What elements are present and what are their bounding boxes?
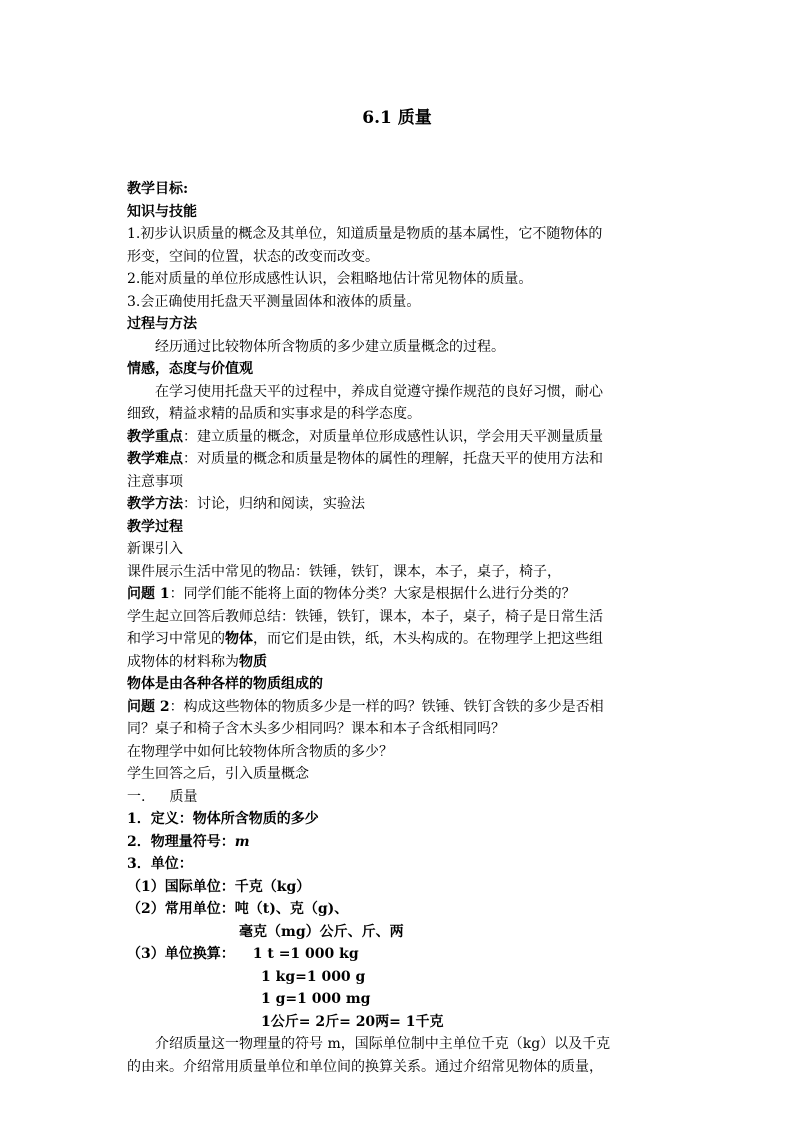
definition: 1．定义：物体所含物质的多少 (127, 811, 319, 827)
question-2-text: ：构成这些物体的物质多少是一样的吗？铁锤、铁钉含铁的多少是否相 (169, 698, 604, 715)
symbol-label: 2．物理量符号： (127, 833, 235, 850)
common-units: （2）常用单位：吨（t)、克（g)、 (127, 901, 349, 917)
emotion-heading: 情感，态度与价值观 (127, 361, 253, 377)
unit-heading: 3．单位： (127, 856, 193, 872)
knowledge-item-2: 2.能对质量的单位形成感性认识，会粗略地估计常见物体的质量。 (127, 271, 533, 287)
key-label: 教学重点 (127, 428, 183, 445)
final-paragraph-cont: 的由来。介绍常用质量单位和单位间的换算关系。通过介绍常见物体的质量， (127, 1058, 603, 1075)
method-label: 教学方法 (127, 496, 183, 512)
question-1-label: 问题 1 (127, 586, 170, 602)
difficulties (127, 448, 672, 471)
question-2 (127, 696, 672, 719)
key-text: ：建立质量的概念，对质量单位形成感性认识，学会用天平测量质量 (183, 428, 603, 445)
knowledge-item-3: 3.会正确使用托盘天平测量固体和液体的质量。 (127, 293, 421, 310)
summary-bold-matter: 物质 (239, 653, 267, 670)
answer-text: 学生回答之后，引入质量概念 (127, 766, 309, 782)
difficulty-label: 教学难点 (127, 451, 183, 467)
goals-heading: 教学目标: (127, 181, 189, 197)
intro-text: 新课引入 (127, 541, 183, 557)
common-units-cont: 毫克（mg）公斤、斤、两 (239, 923, 404, 940)
lesson-body (127, 178, 672, 1078)
conversion-row-1 (127, 943, 672, 966)
compare-question: 在物理学中如何比较物体所含物质的多少？ (127, 743, 393, 760)
emotion-text-cont: 细致，精益求精的品质和实事求是的科学态度。 (127, 406, 421, 422)
conversion-ton: 1 t =1 000 kg (252, 946, 359, 962)
final-paragraph: 介绍质量这一物理量的符号 m，国际单位制中主单位千克（kg）以及千克 (155, 1036, 611, 1052)
summary-bold-object: 物体 (225, 631, 253, 647)
symbol-line (127, 831, 672, 854)
summary-line-2 (127, 628, 672, 651)
key-points (127, 426, 672, 449)
question-2-label: 问题 2 (127, 698, 170, 715)
conversion-kg: 1 kg=1 000 g (261, 968, 366, 985)
process-heading: 过程与方法 (127, 316, 197, 332)
procedure-heading: 教学过程 (127, 518, 183, 535)
summary-text: 和学习中常见的 (127, 631, 225, 647)
si-unit: （1）国际单位：千克（kg） (127, 878, 311, 895)
emotion-text: 在学习使用托盘天平的过程中，养成自觉遵守操作规范的良好习惯，耐心 (155, 383, 603, 400)
knowledge-item-1-cont: 形变，空间的位置，状态的改变而改变。 (127, 248, 379, 265)
question-1 (127, 583, 672, 606)
difficulty-text: ：对质量的概念和质量是物体的属性的理解，托盘天平的使用方法和 (183, 451, 603, 467)
summary-line-1: 学生起立回答后教师总结：铁锤，铁钉，课本，本子，桌子，椅子是日常生活 (127, 608, 603, 625)
conversion-label: （3）单位换算： (127, 946, 235, 962)
summary-line-3 (127, 651, 672, 674)
section-heading (127, 786, 672, 809)
summary-text: ，而它们是由铁，纸，木头构成的。在物理学上把这些组 (253, 631, 603, 647)
teaching-methods (127, 493, 672, 516)
question-2-cont: 同？桌子和椅子含木头多少相同吗？课本和本子含纸相同吗？ (127, 721, 505, 737)
symbol-m: m (234, 833, 250, 850)
composed-statement: 物体是由各种各样的物质组成的 (127, 676, 323, 692)
page-title: 6.1 质量 (362, 108, 432, 128)
summary-text: 成物体的材料称为 (127, 653, 239, 670)
process-text: 经历通过比较物体所含物质的多少建立质量概念的过程。 (155, 338, 505, 355)
section-title: 质量 (169, 788, 198, 805)
section-number: 一. (127, 788, 146, 805)
conversion-jin: 1公斤= 2斤= 20两= 1千克 (261, 1013, 444, 1030)
knowledge-item-1: 1.初步认识质量的概念及其单位，知道质量是物质的基本属性，它不随物体的 (127, 226, 603, 242)
question-1-text: ：同学们能不能将上面的物体分类？大家是根据什么进行分类的？ (169, 586, 576, 602)
courseware-text: 课件展示生活中常见的物品：铁锤，铁钉，课本，本子，桌子，椅子， (127, 563, 561, 580)
method-text: ：讨论，归纳和阅读，实验法 (183, 496, 365, 512)
knowledge-heading: 知识与技能 (127, 203, 197, 220)
difficulties-cont: 注意事项 (127, 473, 183, 490)
conversion-g: 1 g=1 000 mg (261, 991, 371, 1007)
